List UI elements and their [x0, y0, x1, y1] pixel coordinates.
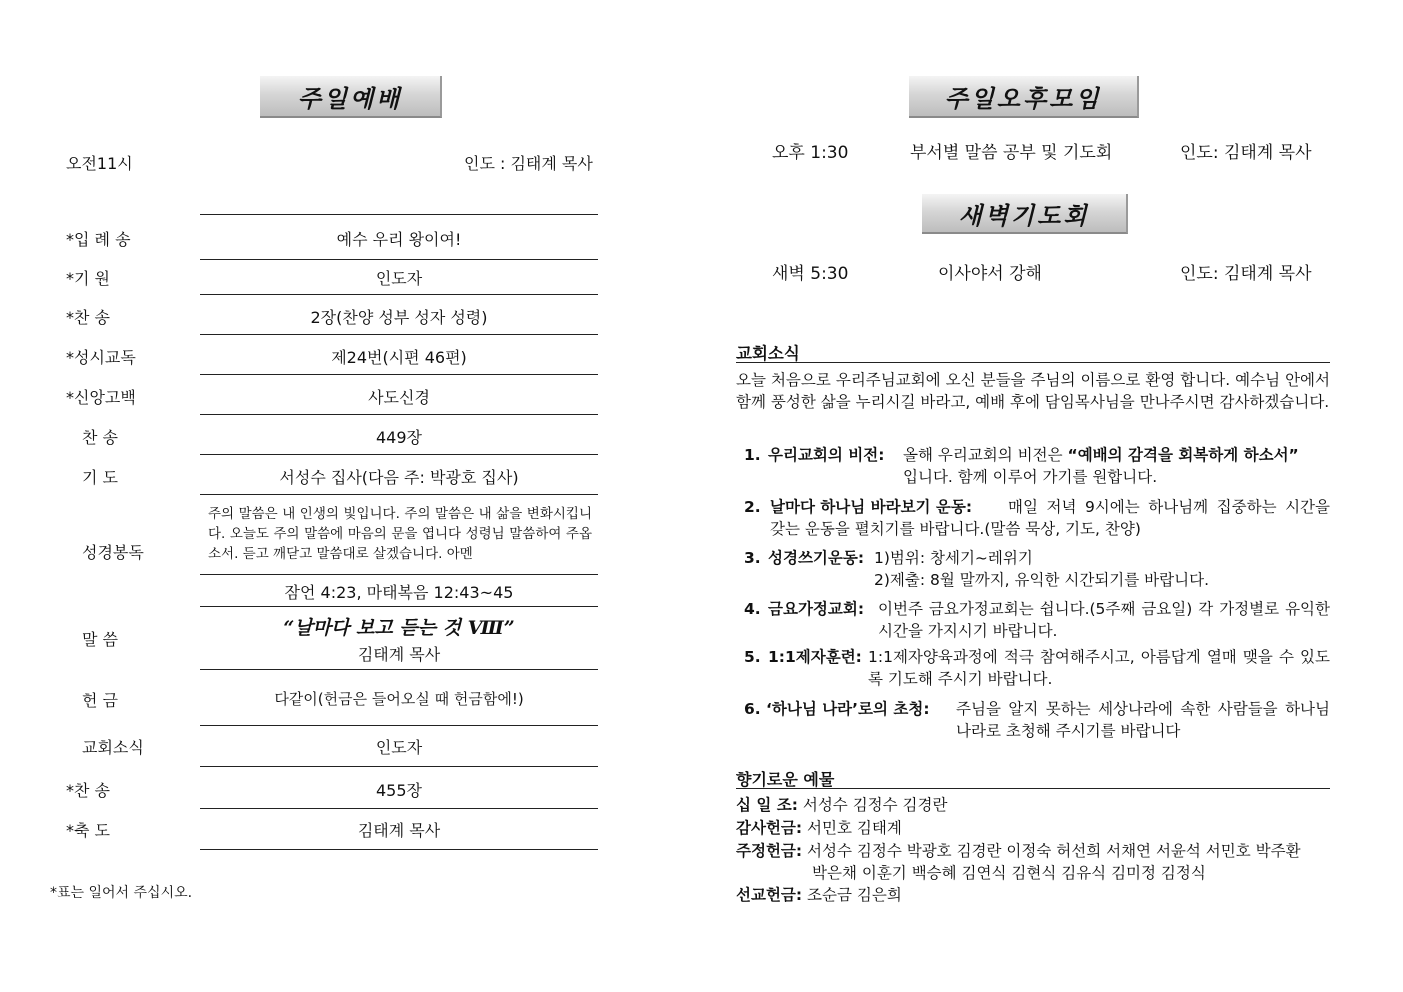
row-label: 찬 송: [82, 428, 118, 447]
dawn-desc: 이사야서 강해: [938, 264, 1042, 284]
news-heading: 교회소식: [736, 344, 800, 363]
offering-row: 감사헌금: 서민호 김태계: [736, 819, 902, 837]
row-label: 교회소식: [82, 738, 144, 757]
offering-heading: 향기로운 예물: [736, 770, 835, 789]
scripture-prayer: 주의 말씀은 내 인생의 빛입니다. 주의 말씀은 내 삶을 변화시킵니다. 오늘도 주의 말씀에 마음의 문을 엽니다 성령님 말씀하여 주옵소서. 듣고 깨닫고 말씀대로 살겠습니다. 아멘: [208, 506, 592, 562]
afternoon-title: 주일오후모임: [909, 76, 1139, 118]
sermon-title: “날마다 보고 듣는 것 Ⅷ”: [283, 617, 515, 639]
row-value: 2장(찬양 성부 성자 성령): [310, 308, 488, 327]
row-label: *입 례 송: [66, 230, 131, 249]
row-label: *기 원: [66, 269, 110, 288]
row-value: 인도자: [375, 738, 423, 757]
row-label: *성시교독: [66, 348, 136, 367]
row-label: *찬 송: [66, 308, 110, 327]
afternoon-desc: 부서별 말씀 공부 및 기도회: [910, 143, 1113, 163]
worship-time: 오전11시: [66, 154, 133, 173]
sermon-preacher: 김태계 목사: [357, 645, 441, 664]
offering-row: 주정헌금: 서성수 김정수 박광호 김경란 이정숙 허선희 서채연 서윤석 서민호 박주환: [736, 842, 1301, 860]
news-intro: 오늘 처음으로 우리주님교회에 오신 분들을 주님의 이름으로 환영 합니다. 예수님 안에서 함께 풍성한 삶을 누리시길 바라고, 예배 후에 담임목사님을 만나주시면 감사하겠습니다.: [736, 371, 1330, 411]
row-value: 인도자: [375, 269, 423, 288]
row-label: 말 씀: [82, 630, 118, 649]
row-value: 449장: [376, 428, 422, 447]
row-label: *축 도: [66, 821, 110, 840]
row-label: 헌 금: [82, 691, 118, 710]
row-value: 455장: [376, 781, 422, 800]
offering-row: 십 일 조: 서성수 김정수 김경란: [736, 796, 948, 814]
row-value: 사도신경: [368, 388, 430, 407]
worship-leader: 인도 : 김태계 목사: [464, 154, 593, 173]
row-value: 예수 우리 왕이여!: [336, 230, 462, 249]
afternoon-time: 오후 1:30: [772, 143, 849, 163]
row-label: 성경봉독: [82, 543, 144, 562]
row-label: *신앙고백: [66, 388, 136, 407]
row-label: 기 도: [82, 468, 118, 487]
row-label: *찬 송: [66, 781, 110, 800]
offering-row-cont: 박은채 이훈기 백승혜 김연식 김현식 김유식 김미정 김정식: [812, 864, 1206, 882]
row-value: 김태계 목사: [357, 821, 441, 840]
dawn-leader: 인도: 김태계 목사: [1180, 264, 1312, 284]
row-value: 다같이(헌금은 들어오실 때 헌금함에!): [274, 690, 524, 708]
row-value: 제24번(시편 46편): [331, 348, 467, 367]
scripture-reference: 잠언 4:23, 마태복음 12:43~45: [284, 583, 514, 602]
standing-footnote: *표는 일어서 주십시오.: [50, 885, 193, 901]
dawn-time: 새벽 5:30: [772, 264, 849, 284]
offering-row: 선교헌금: 조순금 김은희: [736, 886, 902, 904]
row-value: 서성수 집사(다음 주: 박광호 집사): [279, 468, 519, 487]
afternoon-leader: 인도: 김태계 목사: [1180, 143, 1312, 163]
worship-title: 주일예배: [260, 76, 442, 118]
dawn-title: 새벽기도회: [922, 194, 1128, 234]
